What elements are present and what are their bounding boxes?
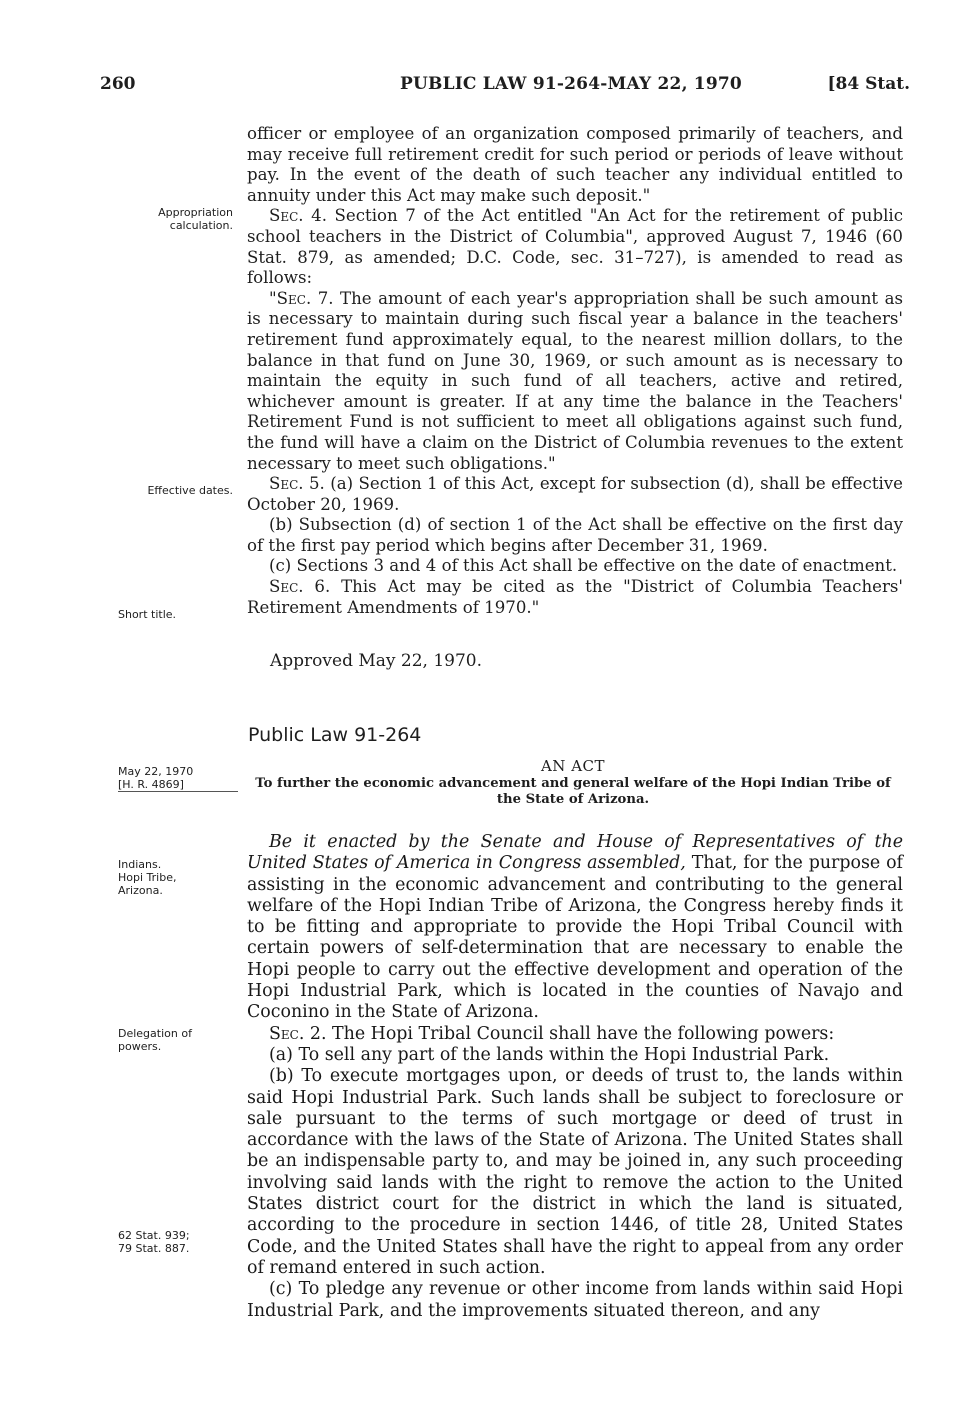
section-label: Sec. 2. bbox=[269, 1023, 327, 1044]
margin-note-short-title: Short title. bbox=[118, 608, 177, 621]
approved-date: Approved May 22, 1970. bbox=[270, 651, 483, 671]
paragraph-sec-4 bbox=[247, 206, 903, 288]
paragraph-sec-5 bbox=[247, 474, 903, 515]
enacting-clause: Be it enacted by the Senate and House of Representatives of the United States of America in Congress assembled, bbox=[247, 832, 903, 874]
running-title: PUBLIC LAW 91-264-MAY 22, 1970 bbox=[400, 74, 742, 94]
page-number: 260 bbox=[100, 74, 136, 94]
page-header bbox=[100, 74, 910, 104]
section-text: The Hopi Tribal Council shall have the following powers: bbox=[326, 1023, 835, 1044]
paragraph-sec-2 bbox=[247, 1024, 903, 1045]
paragraph-continuation: officer or employee of an organization composed primarily of teachers, and may receive full retirement credit for such period or periods of leave without pay. In the event of the death of such teacher any individual entitled to annuity under this Act may make such deposit." bbox=[247, 124, 903, 205]
paragraph-sec-5-b: (b) Subsection (d) of section 1 of the Act shall be effective on the first day of the first pay period which begins after December 31, 1969. bbox=[247, 515, 903, 555]
margin-note-hopi-tribe: Hopi Tribe, bbox=[118, 871, 177, 884]
section-label: Sec. 6. bbox=[269, 577, 331, 597]
margin-note-citation-2: 79 Stat. 887. bbox=[118, 1242, 190, 1255]
section-text: That, for the purpose of assisting in the economic advancement and contributing to the general welfare of the Hopi Indian Tribe of Arizona, the Congress hereby finds it to be fitting and appropriate to provide the Hopi Tribal Council with certain powers of self-determination that are necessary to enable the Hopi people to carry out the effective development and operation of the Hopi Industrial Park, which is located in the counties of Navajo and Coconino in the State of Arizona. bbox=[247, 853, 903, 1023]
section-label: Sec. 5. bbox=[269, 474, 325, 494]
margin-note-indians: Indians. bbox=[118, 858, 162, 871]
margin-note-arizona: Arizona. bbox=[118, 884, 163, 897]
body-text-lower bbox=[247, 832, 903, 1322]
section-text: This Act may be cited as the "District of Columbia Teachers' Retirement Amendments of 1970." bbox=[247, 577, 903, 617]
margin-note-enact-date: May 22, 1970 bbox=[118, 765, 194, 778]
paragraph-sec-2-c: (c) To pledge any revenue or other income from lands within said Hopi Industrial Park, and the improvements situated thereon, and any bbox=[247, 1279, 903, 1321]
paragraph-sec-2-a: (a) To sell any part of the lands within the Hopi Industrial Park. bbox=[269, 1044, 830, 1065]
paragraph-sec-2-b: (b) To execute mortgages upon, or deeds of trust to, the lands within said Hopi Industrial Park. Such lands shall be subject to foreclosure or sale pursuant to the terms of such mortgage or deed of trust in accordance with the laws of the State of Arizona. The United States shall be an indispensable party to, and may be joined in, any such proceeding involving said lands with the right to remove the action to the United States district court for the district in which the land is situated, according to the procedure in section 1446, of title 28, United States Code, and the United States shall have the right to appeal from any order of remand entered in such action. bbox=[247, 1066, 903, 1278]
an-act-heading: AN ACT bbox=[540, 757, 606, 775]
section-label: "Sec. 7. bbox=[269, 288, 334, 308]
paragraph-sec-7 bbox=[247, 289, 903, 474]
margin-note-bill-number: [H. R. 4869] bbox=[118, 778, 184, 791]
margin-note-delegation: Delegation of powers. bbox=[118, 1027, 192, 1053]
section-text: (a) Section 1 of this Act, except for subsection (d), shall be effective October 20, 1969. bbox=[247, 474, 903, 514]
volume-reference: [84 Stat. bbox=[827, 74, 910, 94]
paragraph-enacting bbox=[247, 832, 903, 1024]
paragraph-sec-5-c: (c) Sections 3 and 4 of this Act shall be effective on the date of enactment. bbox=[269, 556, 898, 576]
public-law-title: Public Law 91-264 bbox=[248, 724, 422, 746]
paragraph-sec-6 bbox=[247, 577, 903, 618]
margin-note-effective-dates: Effective dates. bbox=[147, 484, 233, 497]
body-text-upper bbox=[247, 124, 903, 618]
margin-note-citation-1: 62 Stat. 939; bbox=[118, 1229, 190, 1242]
section-text: The amount of each year's appropriation shall be such amount as is necessary to maintain during such fiscal year a balance in the teachers' retirement fund approximately equal, to the nearest million dollars, to the balance in that fund on June 30, 1969, or such amount as is necessary to maintain the equity in such fund of all teachers, active and retired, whichever amount is greater. If at any time the balance in the Teachers' Retirement Fund is not sufficient to meet all obligations against such fund, the fund will have a claim on the District of Columbia revenues to the extent necessary to meet such obligations." bbox=[247, 288, 903, 473]
act-purpose: To further the economic advancement and general welfare of the Hopi Indian Tribe of the State of Arizona. bbox=[255, 776, 891, 807]
section-label: Sec. 4. bbox=[269, 206, 327, 226]
margin-rule bbox=[118, 791, 238, 792]
section-text: Section 7 of the Act entitled "An Act for the retirement of public school teachers in the District of Columbia", approved August 7, 1946 (60 Stat. 879, as amended; D.C. Code, sec. 31–727), is amended to read as follows: bbox=[247, 206, 903, 288]
margin-note-appropriation: Appropriation calculation. bbox=[158, 206, 233, 232]
